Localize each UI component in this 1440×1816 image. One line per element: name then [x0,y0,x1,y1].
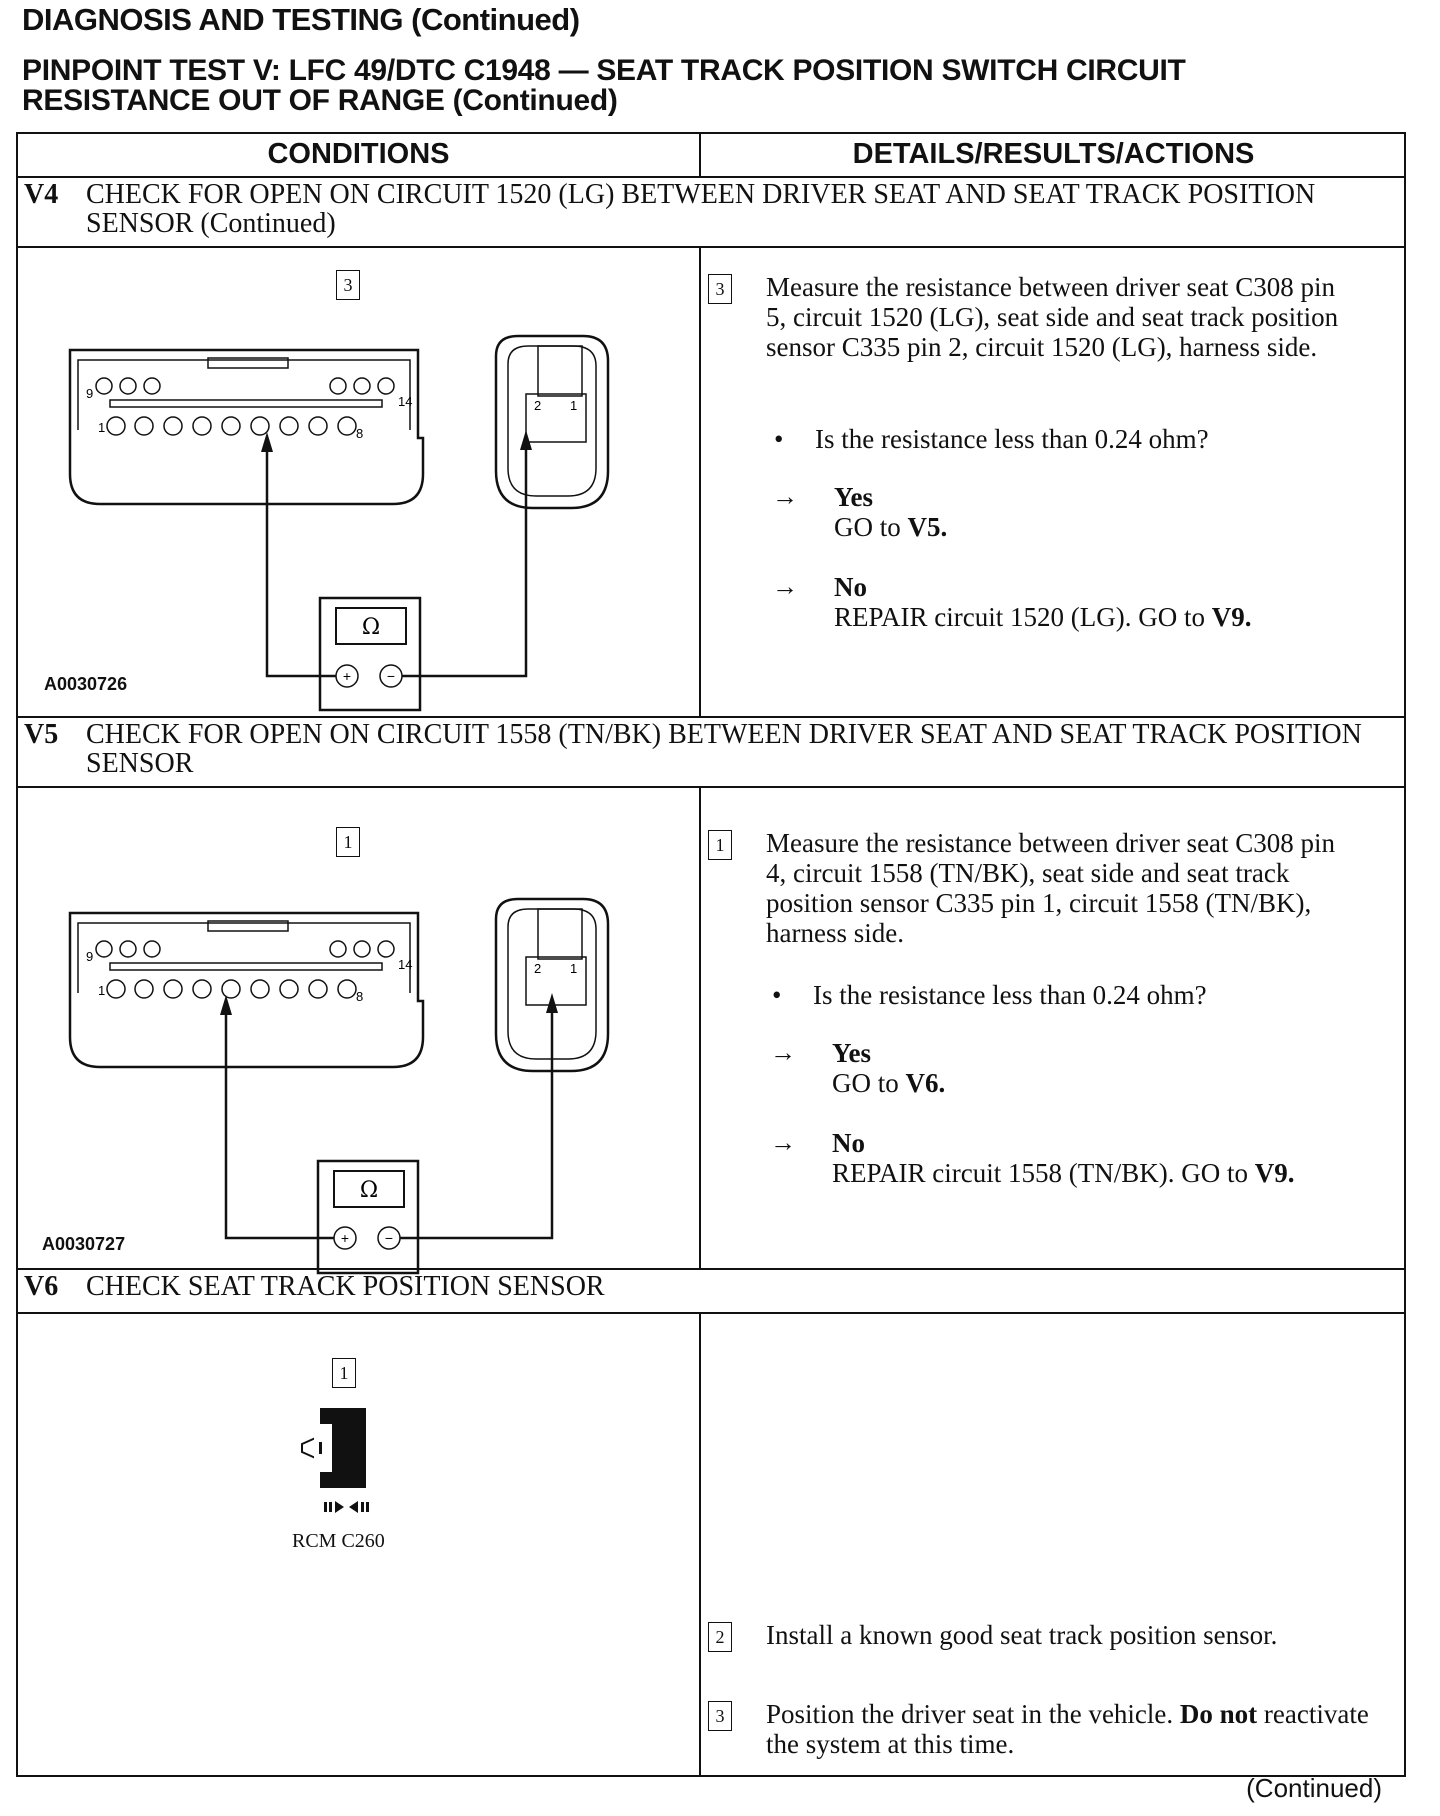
step-header-v6 [24,1272,1376,1301]
step-header-v5 [24,720,1376,778]
instruction-text: Position the driver seat in the vehicle. Do not reactivate the system at this time. [766,1699,1369,1759]
column-divider [699,246,701,716]
c308-pins [96,941,394,998]
figure-id: A0030727 [42,1234,126,1254]
pin-label-14: 14 [398,394,413,409]
sensor-pin-label-2: 2 [534,398,542,413]
instruction-number: 2 [708,1622,732,1652]
pin-label-9: 9 [86,386,94,401]
answer-yes [834,482,947,542]
step-id: V6 [24,1271,59,1302]
answer-no-action: REPAIR circuit 1558 (TN/BK). GO to V9. [832,1158,1295,1188]
column-divider [699,786,701,1268]
figure-step-badge: 1 [332,1358,356,1388]
sensor-pin-label-2: 2 [534,961,542,976]
figure-step-badge: 3 [336,270,360,300]
page-title: DIAGNOSIS AND TESTING (Continued) [22,2,580,37]
step-header-v4 [24,180,1376,238]
answer-no-label: No [832,1128,865,1158]
c308-connector [70,350,423,504]
pin-label-8: 8 [356,426,364,441]
arrow-right-icon: → [770,1128,796,1157]
column-header-details: DETAILS/RESULTS/ACTIONS [852,138,1255,170]
answer-no [832,1128,1294,1188]
answer-yes-action: GO to V5. [834,512,948,542]
step-title: CHECK FOR OPEN ON CIRCUIT 1558 (TN/BK) BETWEEN DRIVER SEAT AND SEAT TRACK POSITION SENSOR [86,719,1362,779]
row-rule [18,786,1404,788]
step-id: V4 [24,179,59,210]
instruction [708,828,1356,948]
instruction-text: Measure the resistance between driver seat C308 pin 4, circuit 1558 (TN/BK), seat side and seat track position sensor C335 pin 1, circuit 1558 (TN/BK), harness side. [766,828,1336,948]
answer-yes [832,1038,945,1098]
figure-id: A0030726 [44,674,128,694]
svg-text:−: − [386,668,396,684]
connector-diagram-v4 [18,246,698,716]
instruction-number: 3 [708,1701,732,1731]
arrow-right-icon: → [770,1038,796,1067]
column-divider [699,1312,701,1777]
c308-connector [70,913,423,1067]
test-title-line2: RESISTANCE OUT OF RANGE (Continued) [22,84,618,117]
svg-text:−: − [384,1230,394,1246]
connector-diagram-v5 [18,794,698,1264]
figure-step-badge: 1 [336,827,360,857]
svg-text:+: + [340,1230,350,1246]
header-rule [18,176,1404,178]
figure-caption: RCM C260 [292,1530,385,1552]
instruction-number: 3 [708,274,732,304]
row-rule [18,1312,1404,1314]
column-header-conditions: CONDITIONS [267,138,450,170]
row-rule [18,716,1404,718]
instruction-text: Install a known good seat track position sensor. [766,1620,1278,1650]
instruction-number: 1 [708,830,732,860]
instruction [708,1699,1386,1759]
arrow-right-icon: → [772,482,798,511]
test-title [22,56,1322,116]
svg-text:+: + [342,668,352,684]
answer-no-label: No [834,572,867,602]
ohm-symbol: Ω [361,615,381,640]
instruction-text: Measure the resistance between driver seat C308 pin 5, circuit 1520 (LG), seat side and seat track position sensor C335 pin 2, circuit 1520 (LG), harness side. [766,272,1339,362]
disconnect-arrows [324,1501,369,1513]
arrow-right-icon: → [772,572,798,601]
answer-yes-action: GO to V6. [832,1068,946,1098]
c308-pins [96,378,394,435]
step-id: V5 [24,719,59,750]
test-title-line1: PINPOINT TEST V: LFC 49/DTC C1948 — SEAT TRACK POSITION SWITCH CIRCUIT [22,54,1186,87]
sensor-pin-label-1: 1 [570,961,578,976]
pin-label-8: 8 [356,989,364,1004]
question-text: Is the resistance less than 0.24 ohm? [813,980,1207,1010]
continued-note: (Continued) [1246,1773,1382,1803]
row-rule [18,1268,1404,1270]
answer-no-action: REPAIR circuit 1520 (LG). GO to V9. [834,602,1252,632]
ohm-symbol: Ω [359,1178,379,1203]
pin-label-1: 1 [98,420,106,435]
instruction [708,272,1356,362]
pinpoint-table [16,132,1406,1777]
answer-yes-label: Yes [832,1038,871,1068]
pin-label-1: 1 [98,983,106,998]
pin-label-14: 14 [398,957,413,972]
c335-sensor [496,336,608,508]
bullet-icon: • [772,980,782,1010]
instruction [708,1620,1386,1650]
answer-yes-label: Yes [834,482,873,512]
pin-label-9: 9 [86,949,94,964]
step-title: CHECK SEAT TRACK POSITION SENSOR [86,1271,605,1302]
sensor-pin-label-1: 1 [570,398,578,413]
bullet-icon: • [774,424,784,454]
step-title: CHECK FOR OPEN ON CIRCUIT 1520 (LG) BETWEEN DRIVER SEAT AND SEAT TRACK POSITION SENSOR (Continued) [86,179,1316,239]
question-text: Is the resistance less than 0.24 ohm? [815,424,1209,454]
answer-no [834,572,1251,632]
rcm-connector-icon [288,1402,398,1512]
